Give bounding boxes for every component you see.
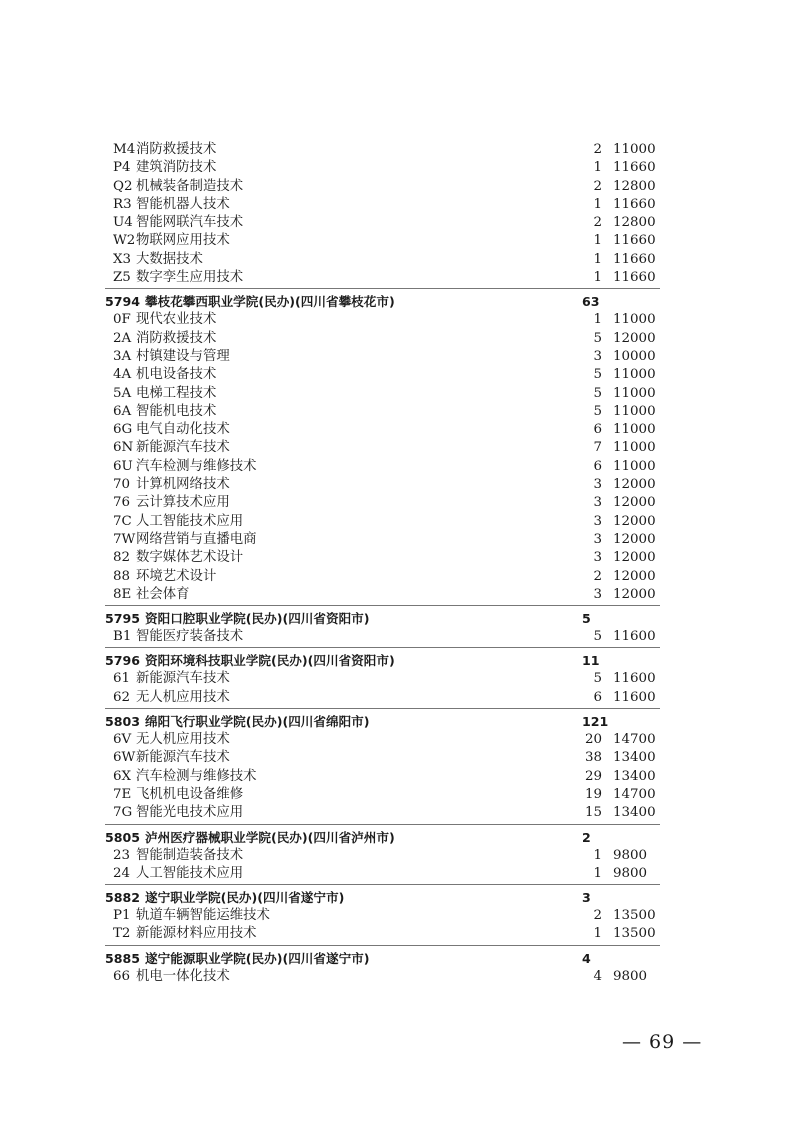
major-name: 环境艺术设计 (136, 568, 217, 584)
section-divider (105, 647, 660, 648)
major-name: 机械装备制造技术 (136, 178, 244, 194)
major-tuition: 12800 (613, 178, 656, 194)
major-count: 19 (584, 786, 602, 802)
major-row (105, 549, 660, 567)
major-row (105, 731, 660, 749)
enrollment-plan-list (105, 141, 660, 986)
major-name: 智能机电技术 (136, 403, 217, 419)
major-name: 数字孪生应用技术 (136, 270, 244, 286)
school-total: 11 (582, 653, 600, 669)
major-count: 1 (593, 270, 602, 286)
major-code: 6G (113, 422, 133, 438)
major-code: 7C (113, 513, 132, 529)
school-header (105, 949, 660, 968)
major-tuition: 12000 (613, 330, 656, 346)
major-code: 82 (113, 550, 131, 566)
major-code: Q2 (113, 178, 133, 194)
major-count: 5 (593, 671, 602, 687)
major-name: 轨道车辆智能运维技术 (136, 908, 270, 924)
major-code: 4A (113, 367, 132, 383)
school-header (105, 292, 660, 311)
school-total: 4 (582, 950, 591, 966)
major-count: 1 (593, 926, 602, 942)
major-code: 6W (113, 750, 136, 766)
major-name: 云计算技术应用 (136, 495, 230, 511)
major-name: 新能源汽车技术 (136, 671, 230, 687)
major-code: X3 (113, 251, 132, 267)
major-name: 人工智能技术应用 (136, 865, 244, 881)
major-tuition: 11600 (613, 689, 656, 705)
major-name: 网络营销与直播电商 (136, 531, 257, 547)
major-tuition: 13500 (613, 926, 656, 942)
section-divider (105, 708, 660, 709)
major-count: 5 (593, 367, 602, 383)
major-count: 3 (593, 513, 602, 529)
major-count: 6 (593, 689, 602, 705)
school-code: 5794 (105, 294, 141, 310)
major-name: 无人机应用技术 (136, 732, 230, 748)
major-count: 7 (593, 440, 602, 456)
major-code: P1 (113, 908, 131, 924)
major-name: 智能医疗装备技术 (136, 629, 244, 645)
major-code: 6X (113, 768, 132, 784)
section-divider (105, 288, 660, 289)
major-name: 现代农业技术 (136, 312, 217, 328)
major-tuition: 12000 (613, 550, 656, 566)
major-name: 消防救援技术 (136, 142, 217, 157)
major-name: 人工智能技术应用 (136, 513, 244, 529)
major-tuition: 11000 (613, 312, 656, 328)
major-code: 61 (113, 671, 131, 687)
school-code: 5803 (105, 714, 141, 730)
major-count: 5 (593, 330, 602, 346)
school-total: 63 (582, 294, 600, 310)
major-row (105, 232, 660, 250)
major-code: 2A (113, 330, 132, 346)
major-count: 5 (593, 629, 602, 645)
major-count: 6 (593, 422, 602, 438)
major-tuition: 11660 (613, 251, 656, 267)
major-row (105, 568, 660, 586)
major-name: 汽车检测与维修技术 (136, 768, 257, 784)
major-code: 88 (113, 568, 131, 584)
major-code: R3 (113, 196, 132, 212)
major-code: 6V (113, 732, 132, 748)
major-tuition: 11600 (613, 629, 656, 645)
major-code: 6N (113, 440, 134, 456)
school-name: 资阳环境科技职业学院(民办)(四川省资阳市) (145, 653, 395, 669)
major-code: 6U (113, 458, 133, 474)
major-tuition: 11000 (613, 367, 656, 383)
major-name: 智能光电技术应用 (136, 805, 244, 821)
major-tuition: 13400 (613, 750, 656, 766)
major-tuition: 11600 (613, 671, 656, 687)
major-code: M4 (113, 142, 136, 157)
major-row (105, 269, 660, 287)
major-code: 6A (113, 403, 132, 419)
major-code: 7G (113, 805, 133, 821)
major-code: 66 (113, 968, 131, 984)
major-tuition: 12000 (613, 477, 656, 493)
section-divider (105, 824, 660, 825)
major-count: 2 (593, 908, 602, 924)
major-row (105, 366, 660, 384)
major-tuition: 9800 (613, 847, 648, 863)
major-code: W2 (113, 233, 136, 249)
school-name: 攀枝花攀西职业学院(民办)(四川省攀枝花市) (145, 294, 395, 310)
major-tuition: 14700 (613, 786, 656, 802)
major-tuition: 11660 (613, 270, 656, 286)
major-count: 2 (593, 178, 602, 194)
major-code: T2 (113, 926, 131, 942)
major-count: 1 (593, 312, 602, 328)
major-tuition: 12000 (613, 495, 656, 511)
school-name: 泸州医疗器械职业学院(民办)(四川省泸州市) (145, 829, 395, 845)
major-count: 1 (593, 251, 602, 267)
page-number: — 69 — (622, 1031, 703, 1053)
major-tuition: 9800 (613, 968, 648, 984)
major-count: 1 (593, 865, 602, 881)
major-name: 无人机应用技术 (136, 689, 230, 705)
major-count: 29 (584, 768, 602, 784)
school-header (105, 828, 660, 847)
major-count: 6 (593, 458, 602, 474)
major-row (105, 385, 660, 403)
school-code: 5885 (105, 950, 141, 966)
school-total: 3 (582, 890, 591, 906)
section-divider (105, 605, 660, 606)
school-code: 5805 (105, 829, 141, 845)
school-total: 121 (582, 714, 609, 730)
school-name: 遂宁能源职业学院(民办)(四川省遂宁市) (145, 950, 370, 966)
major-count: 1 (593, 160, 602, 176)
major-name: 电梯工程技术 (136, 385, 217, 401)
major-row (105, 749, 660, 767)
major-name: 智能制造装备技术 (136, 847, 244, 863)
major-row (105, 628, 660, 646)
major-count: 3 (593, 477, 602, 493)
major-row (105, 348, 660, 366)
major-count: 20 (584, 732, 602, 748)
major-name: 新能源汽车技术 (136, 440, 230, 456)
major-count: 4 (593, 968, 602, 984)
major-row (105, 670, 660, 688)
major-name: 智能机器人技术 (136, 196, 230, 212)
major-name: 大数据技术 (136, 251, 203, 267)
school-name: 资阳口腔职业学院(民办)(四川省资阳市) (145, 611, 370, 627)
major-row (105, 196, 660, 214)
major-tuition: 11660 (613, 160, 656, 176)
major-code: 8E (113, 586, 132, 602)
major-row (105, 907, 660, 925)
major-row (105, 421, 660, 439)
major-name: 数字媒体艺术设计 (136, 550, 244, 566)
major-code: 24 (113, 865, 131, 881)
school-total: 5 (582, 611, 591, 627)
major-code: 7E (113, 786, 132, 802)
major-code: 7W (113, 531, 136, 547)
major-count: 3 (593, 531, 602, 547)
major-name: 飞机机电设备维修 (136, 786, 244, 802)
major-tuition: 13500 (613, 908, 656, 924)
major-count: 2 (593, 142, 602, 157)
major-code: 3A (113, 348, 132, 364)
major-count: 3 (593, 550, 602, 566)
major-name: 汽车检测与维修技术 (136, 458, 257, 474)
major-row (105, 439, 660, 457)
major-tuition: 12000 (613, 586, 656, 602)
major-row (105, 476, 660, 494)
major-row (105, 513, 660, 531)
major-count: 15 (584, 805, 602, 821)
major-row (105, 311, 660, 329)
major-tuition: 13400 (613, 805, 656, 821)
section-divider (105, 945, 660, 946)
major-code: 23 (113, 847, 131, 863)
major-tuition: 12800 (613, 215, 656, 231)
major-row (105, 251, 660, 269)
major-row (105, 847, 660, 865)
major-tuition: 10000 (613, 348, 656, 364)
major-row (105, 159, 660, 177)
major-name: 消防救援技术 (136, 330, 217, 346)
major-code: 62 (113, 689, 131, 705)
section-divider (105, 884, 660, 885)
major-count: 3 (593, 495, 602, 511)
major-code: 70 (113, 477, 131, 493)
major-row (105, 689, 660, 707)
major-row (105, 178, 660, 196)
school-header (105, 712, 660, 731)
major-tuition: 12000 (613, 531, 656, 547)
major-name: 物联网应用技术 (136, 233, 230, 249)
school-name: 遂宁职业学院(民办)(四川省遂宁市) (145, 890, 345, 906)
major-name: 社会体育 (136, 586, 190, 602)
major-count: 1 (593, 847, 602, 863)
school-code: 5795 (105, 611, 141, 627)
major-code: Z5 (113, 270, 131, 286)
major-tuition: 11000 (613, 385, 656, 401)
major-name: 智能网联汽车技术 (136, 215, 244, 231)
major-row (105, 403, 660, 421)
major-count: 5 (593, 385, 602, 401)
school-name: 绵阳飞行职业学院(民办)(四川省绵阳市) (145, 714, 370, 730)
major-tuition: 11000 (613, 422, 656, 438)
major-count: 3 (593, 586, 602, 602)
school-header (105, 651, 660, 670)
major-row (105, 458, 660, 476)
major-count: 1 (593, 196, 602, 212)
major-code: U4 (113, 215, 133, 231)
major-count: 3 (593, 348, 602, 364)
major-count: 38 (584, 750, 602, 766)
major-code: 5A (113, 385, 132, 401)
major-count: 1 (593, 233, 602, 249)
major-count: 2 (593, 215, 602, 231)
major-name: 计算机网络技术 (136, 477, 230, 493)
major-tuition: 11000 (613, 403, 656, 419)
major-tuition: 11000 (613, 458, 656, 474)
major-row (105, 214, 660, 232)
major-row (105, 586, 660, 604)
major-row (105, 786, 660, 804)
school-total: 2 (582, 829, 591, 845)
school-code: 5796 (105, 653, 141, 669)
major-count: 5 (593, 403, 602, 419)
major-code: B1 (113, 629, 132, 645)
major-tuition: 12000 (613, 513, 656, 529)
major-row (105, 804, 660, 822)
major-code: 0F (113, 312, 131, 328)
school-code: 5882 (105, 890, 141, 906)
major-name: 建筑消防技术 (136, 160, 217, 176)
major-tuition: 11000 (613, 142, 656, 157)
major-row (105, 141, 660, 159)
major-row (105, 968, 660, 986)
major-tuition: 14700 (613, 732, 656, 748)
major-tuition: 9800 (613, 865, 648, 881)
major-code: 76 (113, 495, 131, 511)
major-name: 机电一体化技术 (136, 968, 230, 984)
major-name: 新能源材料应用技术 (136, 926, 257, 942)
major-tuition: 11660 (613, 233, 656, 249)
major-row (105, 494, 660, 512)
school-header (105, 888, 660, 907)
major-name: 机电设备技术 (136, 367, 217, 383)
school-header (105, 609, 660, 628)
major-row (105, 865, 660, 883)
major-tuition: 13400 (613, 768, 656, 784)
major-row (105, 768, 660, 786)
major-code: P4 (113, 160, 131, 176)
major-name: 村镇建设与管理 (136, 348, 230, 364)
major-tuition: 11660 (613, 196, 656, 212)
major-tuition: 11000 (613, 440, 656, 456)
major-name: 电气自动化技术 (136, 422, 230, 438)
major-row (105, 531, 660, 549)
major-row (105, 330, 660, 348)
major-tuition: 12000 (613, 568, 656, 584)
major-name: 新能源汽车技术 (136, 750, 230, 766)
major-row (105, 925, 660, 943)
major-count: 2 (593, 568, 602, 584)
